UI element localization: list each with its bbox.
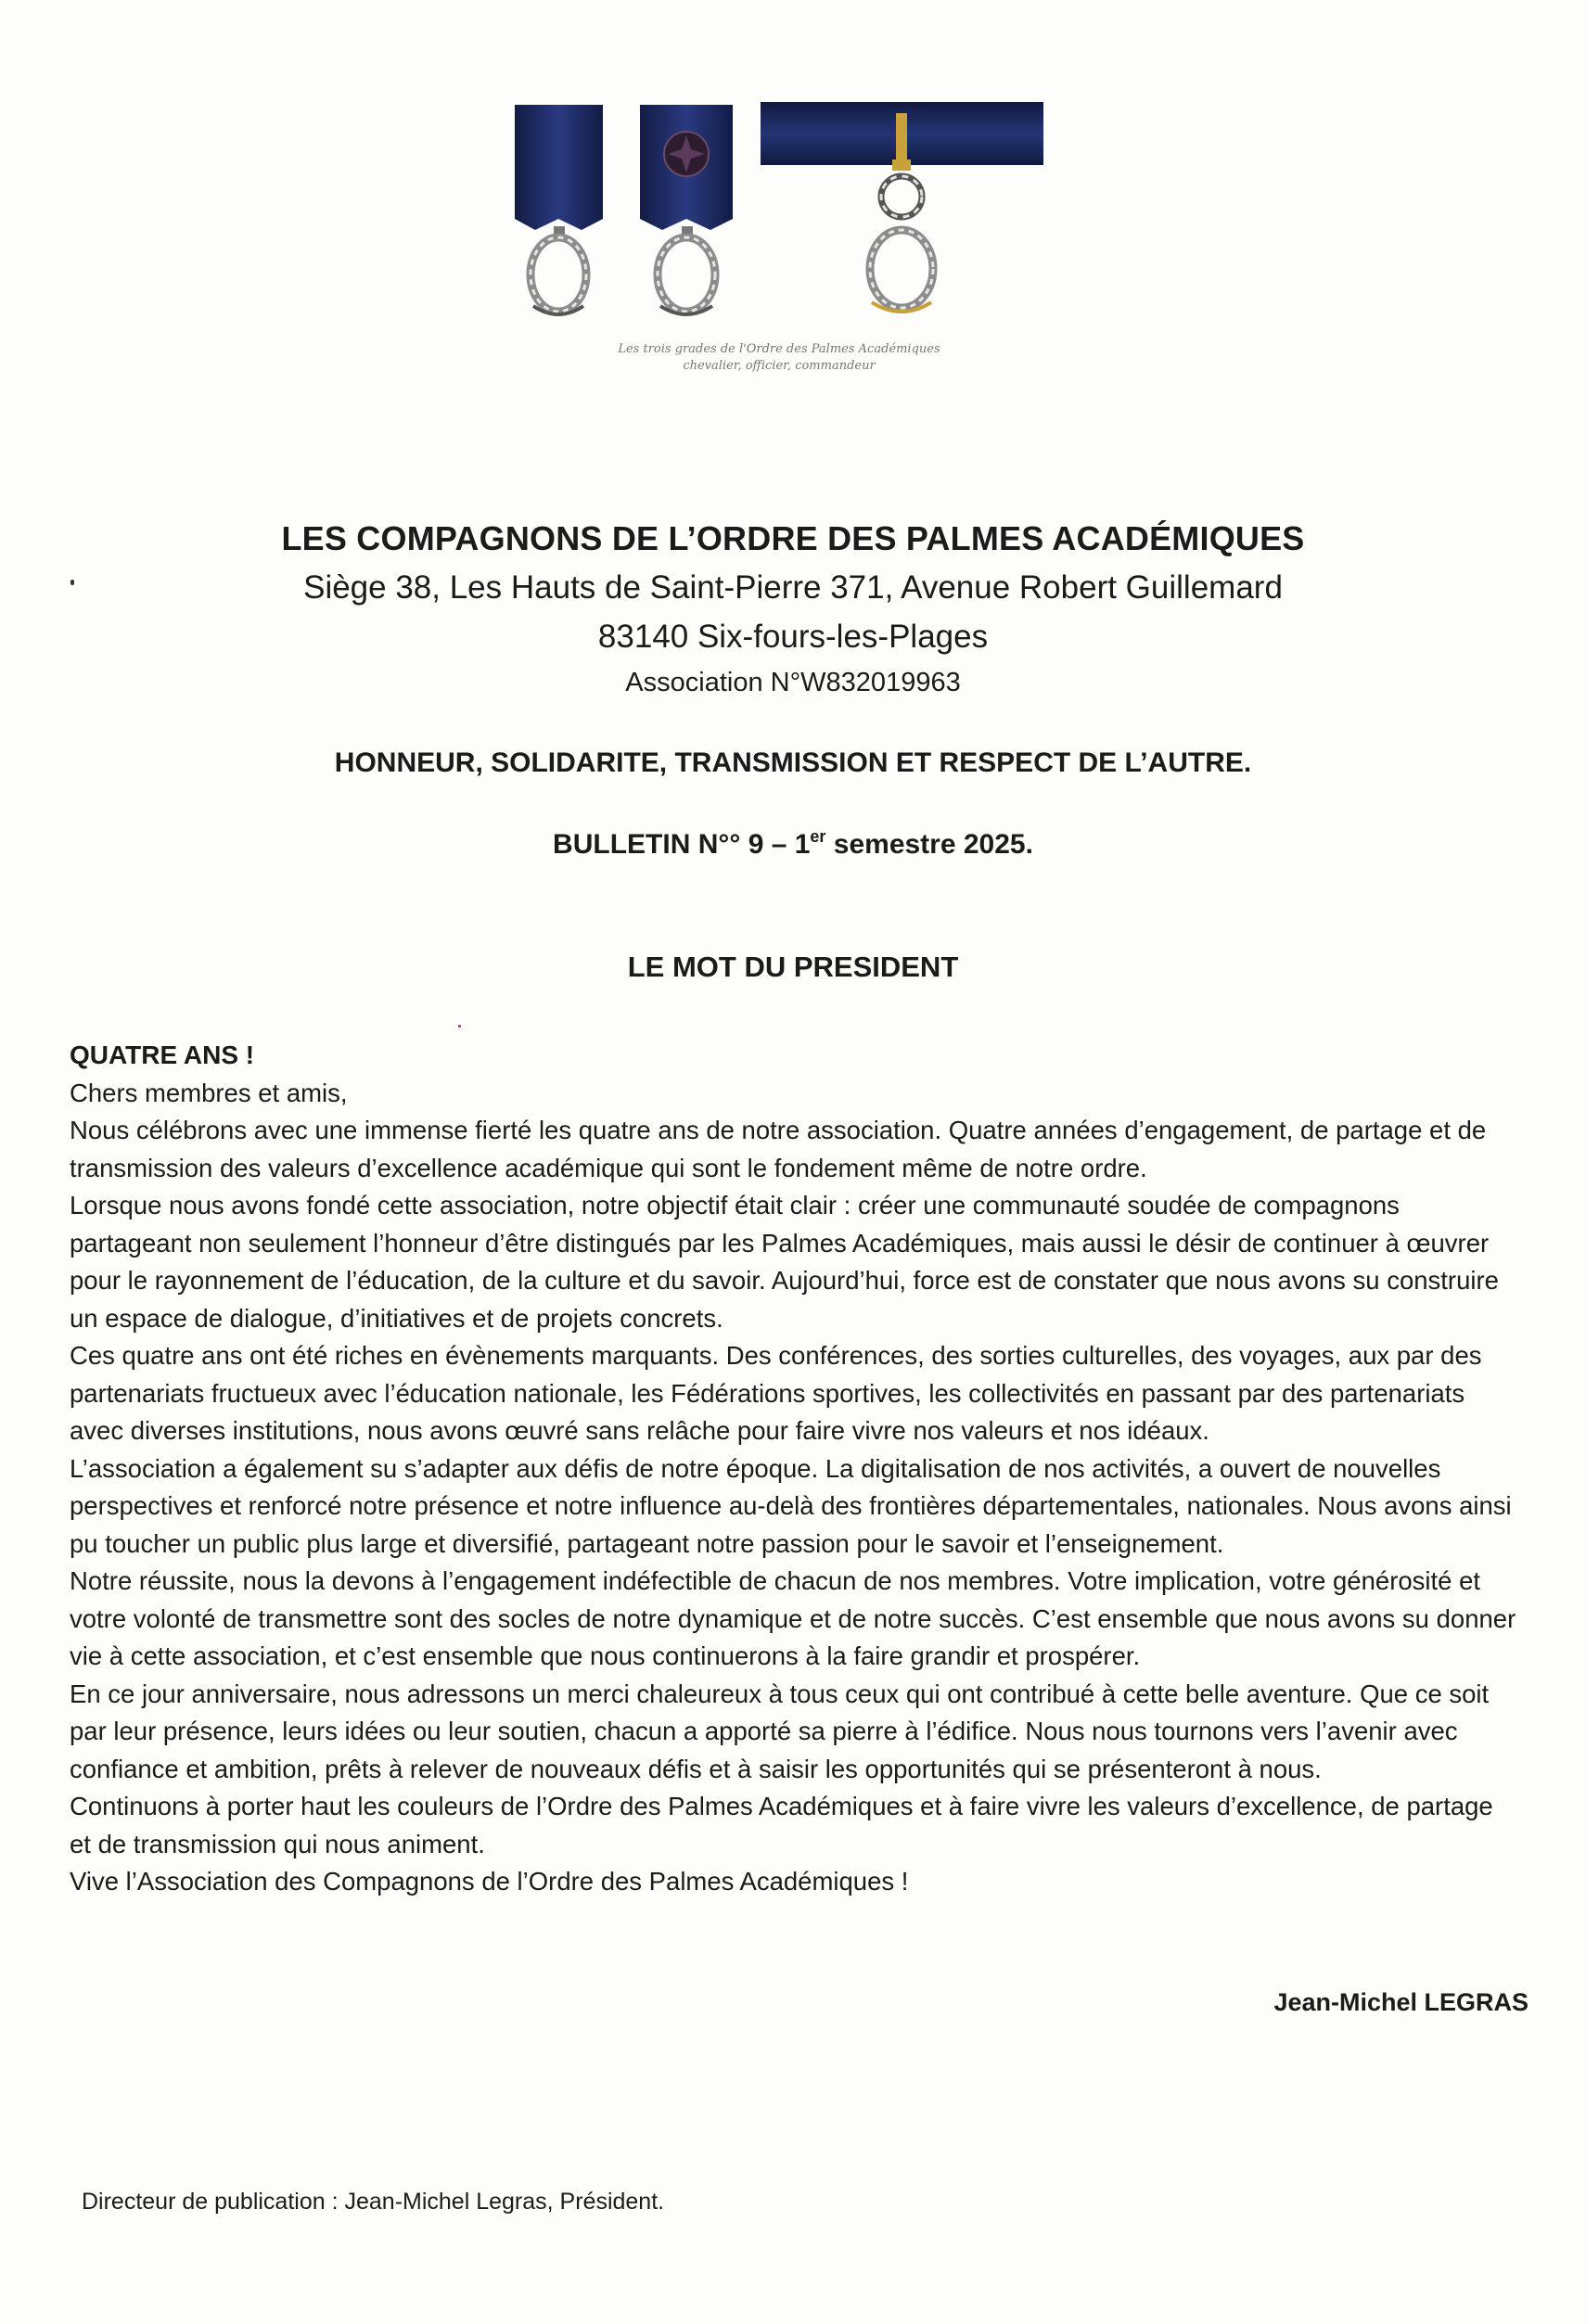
bulletin-prefix: BULLETIN N°° 9 – 1 (553, 829, 811, 860)
organization-title: LES COMPAGNONS DE L’ORDRE DES PALMES ACADÉMIQUES (281, 519, 1305, 557)
commandeur-medal (761, 102, 1043, 312)
bulletin-superscript: er (810, 827, 826, 846)
address-line-2: 83140 Six-fours-les-Plages (597, 619, 989, 655)
scan-mark (458, 1025, 461, 1028)
publication-director: Directeur de publication : Jean-Michel Legras, Président. (82, 2189, 665, 2215)
bulletin-suffix: semestre 2025. (825, 829, 1033, 860)
address-line-1: Siège 38, Les Hauts de Saint-Pierre 371, Avenue Robert Guillemard (303, 569, 1283, 606)
caption-line-2: chevalier, officier, commandeur (683, 359, 876, 373)
paragraph: Ces quatre ans ont été riches en évènements marquants. Des conférences, des sorties culturelles, des voyages, aux par des partenariats fructueux avec l’éducation nationale, les Fédérations sportives, les collectivités en passant par des partenariats avec diverses institutions, nous avons œuvré sans relâche pour faire vivre nos valeurs et nos idéaux. (70, 1341, 1482, 1445)
paragraph: En ce jour anniversaire, nous adressons un merci chaleureux à tous ceux qui ont contribué à cette belle aventure. Que ce soit par leur présence, leurs idées ou leur soutien, chacun a apporté sa pierre à l’édifice. Nous nous tournons vers l’avenir avec confiance et ambition, prêts à relever de nouveaux défis et à saisir les opportunités qui se présenteront à nous. (70, 1679, 1490, 1783)
association-number: Association N°W832019963 (625, 668, 961, 697)
paragraph: Lorsque nous avons fondé cette association, notre objectif était clair : créer une communauté soudée de compagnons partageant non seulement l’honneur d’être distingués par les Palmes Académiques, mais aussi le désir de continuer à œuvrer pour le rayonnement de l’éducation, de la culture et du savoir. Aujourd’hui, force est de constater que nous avons su construire un espace de dialogue, d’initiatives et de projets concrets. (70, 1191, 1499, 1333)
chevalier-medal (515, 105, 603, 314)
article-heading: QUATRE ANS ! (70, 1041, 255, 1069)
bulletin-number (0, 827, 1586, 861)
article-body (70, 1037, 1516, 1901)
medals-caption (519, 341, 1039, 375)
paragraph: Continuons à porter haut les couleurs de l’Ordre des Palmes Académiques et à faire vivre les valeurs d’excellence, de partage et de transmission qui nous animent. (70, 1792, 1493, 1858)
signature: Jean-Michel LEGRAS (1273, 1988, 1528, 2016)
paragraph: L’association a également su s’adapter aux défis de notre époque. La digitalisation de nos activités, a ouvert de nouvelles perspectives et renforcé notre présence et notre influence au-delà des frontières départementales, nationales. Nous avons ainsi pu toucher un public plus large et diversifié, partageant notre passion pour le savoir et l’enseignement. (70, 1453, 1512, 1558)
paragraph: Notre réussite, nous la devons à l’engagement indéfectible de chacun de nos membres. Votre implication, votre générosité et votre volonté de transmettre sont des socles de notre dynamique et de notre succès. C’est ensemble que nous avons su donner vie à cette association, et c’est ensemble que nous continuerons à la faire grandir et prospérer. (70, 1566, 1516, 1670)
caption-line-1: Les trois grades de l'Ordre des Palmes Académiques (618, 342, 940, 356)
paragraph: Nous célébrons avec une immense fierté les quatre ans de notre association. Quatre années d’engagement, de partage et de transmission des valeurs d’excellence académique qui sont le fondement même de notre ordre. (70, 1116, 1487, 1182)
paragraph: Chers membres et amis, (70, 1078, 348, 1107)
paragraph: Vive l’Association des Compagnons de l’Ordre des Palmes Académiques ! (70, 1867, 909, 1896)
three-medals-image (515, 100, 1053, 327)
motto: HONNEUR, SOLIDARITE, TRANSMISSION ET RESPECT DE L’AUTRE. (334, 747, 1252, 778)
officier-medal (640, 105, 733, 314)
section-title: LE MOT DU PRESIDENT (627, 951, 959, 983)
